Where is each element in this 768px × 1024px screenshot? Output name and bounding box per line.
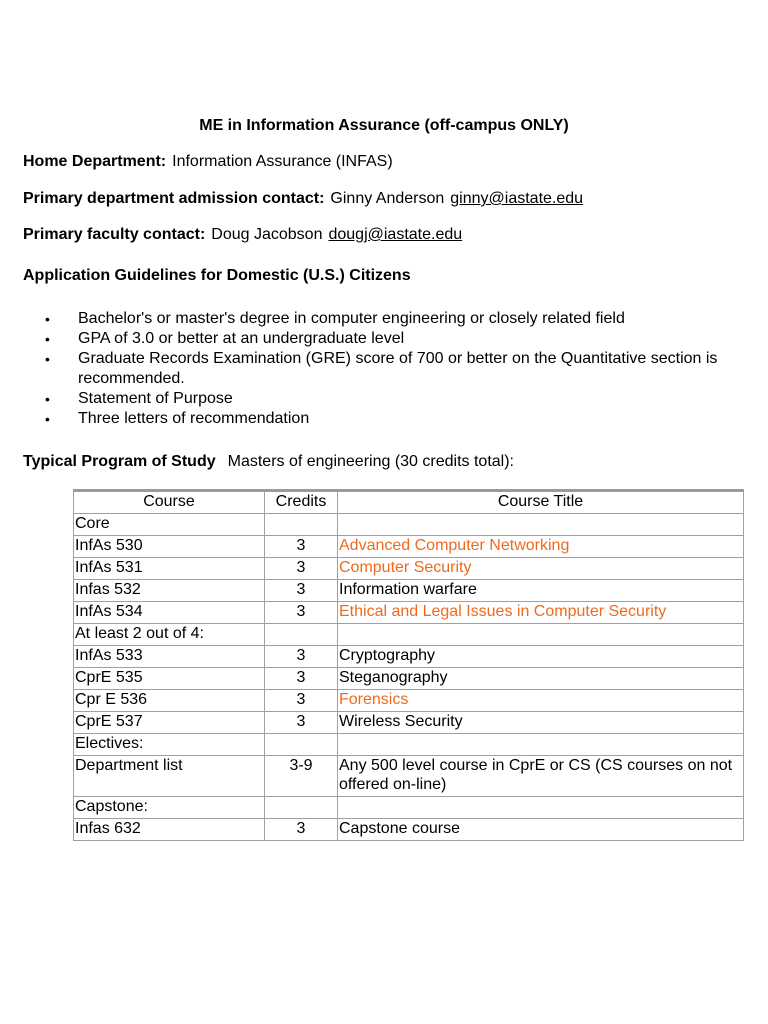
bullet-icon: • bbox=[45, 351, 50, 367]
admission-contact-label: Primary department admission contact: bbox=[23, 190, 325, 207]
course-cell: InfAs 533 bbox=[74, 646, 265, 668]
list-item-text: Three letters of recommendation bbox=[78, 410, 310, 427]
title-cell bbox=[338, 797, 744, 819]
course-cell: CprE 535 bbox=[74, 668, 265, 690]
faculty-contact-name: Doug Jacobson bbox=[211, 226, 323, 243]
table-row bbox=[74, 734, 744, 756]
title-cell: Steganography bbox=[338, 668, 744, 690]
course-cell: CprE 537 bbox=[74, 712, 265, 734]
bullet-icon: • bbox=[45, 331, 50, 347]
list-item bbox=[23, 409, 753, 429]
home-department-value: Information Assurance (INFAS) bbox=[172, 153, 393, 170]
list-item bbox=[23, 329, 753, 349]
title-cell: Any 500 level course in CprE or CS (CS courses on not offered on-line) bbox=[338, 756, 744, 797]
course-cell: Department list bbox=[74, 756, 265, 797]
list-item bbox=[23, 349, 753, 389]
bullet-icon: • bbox=[45, 411, 50, 427]
faculty-contact-label: Primary faculty contact: bbox=[23, 226, 206, 243]
guidelines-list bbox=[23, 309, 753, 429]
table-row bbox=[74, 668, 744, 690]
table-row bbox=[74, 797, 744, 819]
credits-cell: 3 bbox=[265, 668, 338, 690]
credits-cell: 3 bbox=[265, 602, 338, 624]
list-item bbox=[23, 309, 753, 329]
credits-cell: 3 bbox=[265, 646, 338, 668]
credits-cell bbox=[265, 734, 338, 756]
course-cell: InfAs 530 bbox=[74, 536, 265, 558]
program-label: Typical Program of Study bbox=[23, 453, 216, 470]
list-item-text: Statement of Purpose bbox=[78, 390, 233, 407]
table-row bbox=[74, 514, 744, 536]
credits-cell: 3 bbox=[265, 558, 338, 580]
program-line bbox=[23, 453, 514, 471]
course-cell: InfAs 531 bbox=[74, 558, 265, 580]
title-link[interactable]: Ethical and Legal Issues in Computer Security bbox=[338, 602, 744, 624]
list-item-text: GPA of 3.0 or better at an undergraduate level bbox=[78, 330, 405, 347]
credits-cell: 3 bbox=[265, 819, 338, 841]
credits-cell: 3 bbox=[265, 536, 338, 558]
course-cell: Core bbox=[74, 514, 265, 536]
table-header-row bbox=[74, 491, 744, 514]
credits-cell bbox=[265, 624, 338, 646]
admission-contact-line bbox=[23, 190, 583, 208]
credits-cell: 3 bbox=[265, 690, 338, 712]
table-row bbox=[74, 602, 744, 624]
title-cell: Cryptography bbox=[338, 646, 744, 668]
title-cell: Capstone course bbox=[338, 819, 744, 841]
faculty-contact-email-link[interactable]: dougj@iastate.edu bbox=[328, 226, 463, 243]
program-description: Masters of engineering (30 credits total): bbox=[227, 453, 514, 470]
admission-contact-name: Ginny Anderson bbox=[330, 190, 445, 207]
guidelines-heading: Application Guidelines for Domestic (U.S.) Citizens bbox=[23, 267, 411, 284]
table-row bbox=[74, 712, 744, 734]
credits-cell bbox=[265, 514, 338, 536]
home-department-line bbox=[23, 153, 393, 171]
course-cell: Capstone: bbox=[74, 797, 265, 819]
credits-cell: 3 bbox=[265, 580, 338, 602]
course-cell: Electives: bbox=[74, 734, 265, 756]
title-link[interactable]: Advanced Computer Networking bbox=[338, 536, 744, 558]
course-cell: Cpr E 536 bbox=[74, 690, 265, 712]
table-row bbox=[74, 536, 744, 558]
bullet-icon: • bbox=[45, 311, 50, 327]
title-link[interactable]: Computer Security bbox=[338, 558, 744, 580]
list-item-text: Bachelor's or master's degree in computer engineering or closely related field bbox=[78, 310, 625, 327]
table-row bbox=[74, 756, 744, 797]
title-cell bbox=[338, 624, 744, 646]
credits-cell bbox=[265, 797, 338, 819]
title-link[interactable]: Forensics bbox=[338, 690, 744, 712]
table-row bbox=[74, 690, 744, 712]
faculty-contact-line bbox=[23, 226, 462, 244]
table-row bbox=[74, 580, 744, 602]
table-row bbox=[74, 558, 744, 580]
title-cell bbox=[338, 734, 744, 756]
header-course: Course bbox=[74, 491, 265, 514]
credits-cell: 3 bbox=[265, 712, 338, 734]
course-cell: Infas 632 bbox=[74, 819, 265, 841]
bullet-icon: • bbox=[45, 391, 50, 407]
page-title: ME in Information Assurance (off-campus ONLY) bbox=[199, 117, 569, 134]
home-department-label: Home Department: bbox=[23, 153, 167, 170]
header-title: Course Title bbox=[338, 491, 744, 514]
table-row bbox=[74, 646, 744, 668]
program-table bbox=[73, 489, 744, 841]
title-cell: Wireless Security bbox=[338, 712, 744, 734]
course-cell: At least 2 out of 4: bbox=[74, 624, 265, 646]
course-cell: InfAs 534 bbox=[74, 602, 265, 624]
course-cell: Infas 532 bbox=[74, 580, 265, 602]
title-cell bbox=[338, 514, 744, 536]
admission-contact-email-link[interactable]: ginny@iastate.edu bbox=[450, 190, 584, 207]
credits-cell: 3-9 bbox=[265, 756, 338, 797]
table-row bbox=[74, 819, 744, 841]
list-item bbox=[23, 389, 753, 409]
table-row bbox=[74, 624, 744, 646]
list-item-text: Graduate Records Examination (GRE) score of 700 or better on the Quantitative section is recommended. bbox=[78, 350, 718, 387]
header-credits: Credits bbox=[265, 491, 338, 514]
title-cell: Information warfare bbox=[338, 580, 744, 602]
